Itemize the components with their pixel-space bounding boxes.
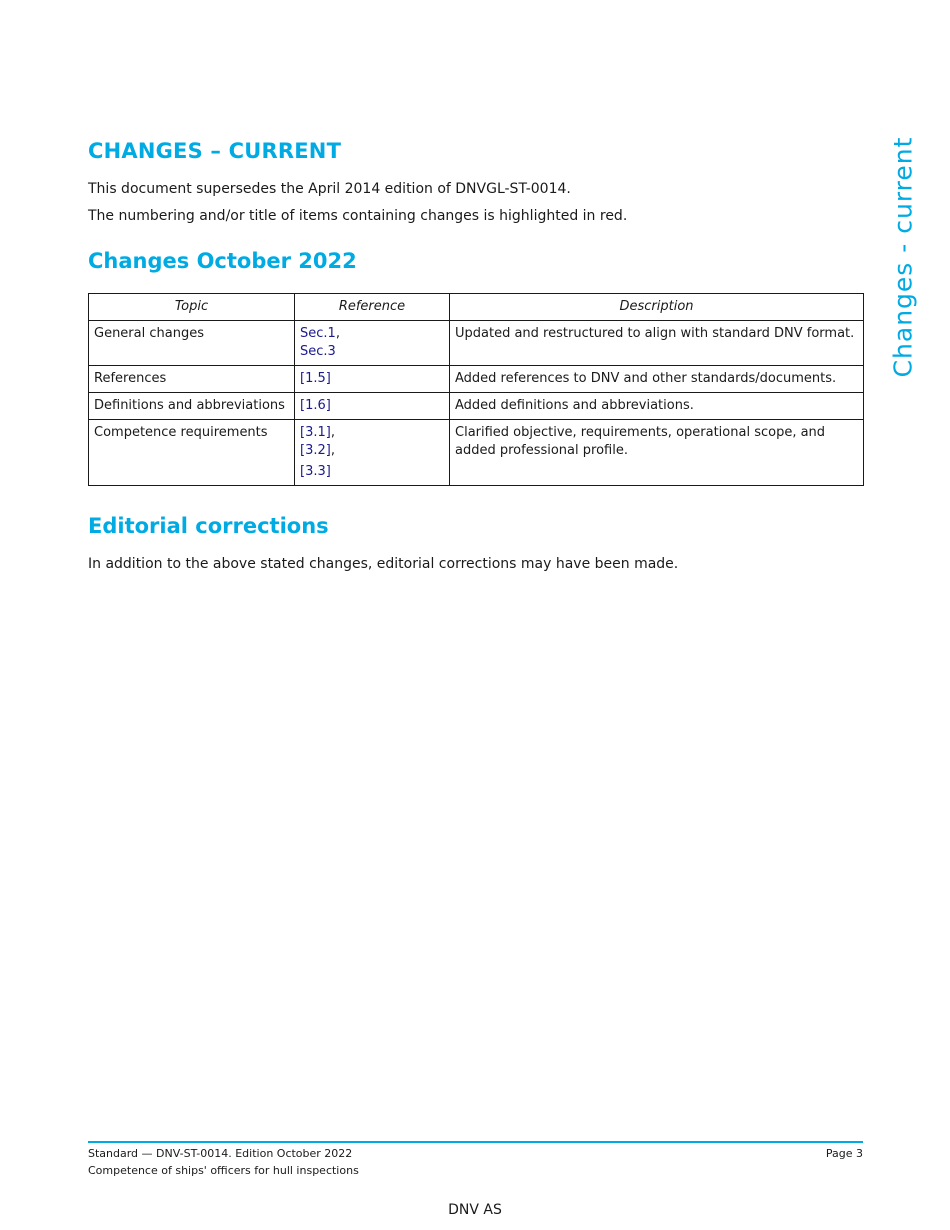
intro-supersedes: This document supersedes the April 2014 edition of DNVGL-ST-0014. — [88, 181, 571, 197]
description-cell: Added references to DNV and other standards/documents. — [450, 366, 864, 393]
description-cell: Clarified objective, requirements, operational scope, and added professional profile. — [450, 420, 864, 486]
footer-doc-title: Competence of ships' officers for hull inspections — [88, 1164, 359, 1177]
table-row — [89, 420, 864, 486]
reference-cell — [295, 366, 450, 393]
changes-table — [88, 293, 864, 486]
side-section-label: Changes - current — [888, 136, 918, 378]
editorial-heading: Editorial corrections — [88, 514, 329, 538]
page-title: CHANGES – CURRENT — [88, 139, 342, 163]
topic-cell: General changes — [89, 321, 295, 366]
reference-link[interactable]: [1.5] — [300, 371, 331, 386]
editorial-text: In addition to the above stated changes, editorial corrections may have been made. — [88, 556, 679, 572]
reference-cell: [3.1], [3.2], [3.3] — [295, 420, 450, 486]
reference-link[interactable]: [3.2] — [300, 443, 331, 458]
reference-link[interactable]: [1.6] — [300, 398, 331, 413]
intro-highlight-note: The numbering and/or title of items containing changes is highlighted in red. — [88, 208, 628, 224]
reference-link[interactable]: [3.3] — [300, 464, 331, 479]
column-header-reference: Reference — [295, 294, 450, 321]
table-row — [89, 366, 864, 393]
topic-cell: Competence requirements — [89, 420, 295, 486]
footer-standard: Standard — DNV-ST-0014. Edition October 2022 — [88, 1147, 353, 1160]
footer-divider — [88, 1141, 863, 1143]
reference-link[interactable]: Sec.1 — [300, 326, 336, 341]
reference-cell — [295, 393, 450, 420]
reference-link[interactable]: [3.1] — [300, 425, 331, 440]
changes-heading: Changes October 2022 — [88, 249, 357, 273]
reference-link[interactable]: Sec.3 — [300, 344, 336, 359]
column-header-topic: Topic — [89, 294, 295, 321]
column-header-description: Description — [450, 294, 864, 321]
table-row — [89, 393, 864, 420]
table-row — [89, 321, 864, 366]
footer-page-number: Page 3 — [825, 1147, 863, 1160]
description-cell: Added definitions and abbreviations. — [450, 393, 864, 420]
description-cell: Updated and restructured to align with standard DNV format. — [450, 321, 864, 366]
topic-cell: Definitions and abbreviations — [89, 393, 295, 420]
reference-cell: Sec.1, Sec.3 — [295, 321, 450, 366]
topic-cell: References — [89, 366, 295, 393]
footer-company: DNV AS — [448, 1202, 502, 1218]
table-header-row — [89, 294, 864, 321]
